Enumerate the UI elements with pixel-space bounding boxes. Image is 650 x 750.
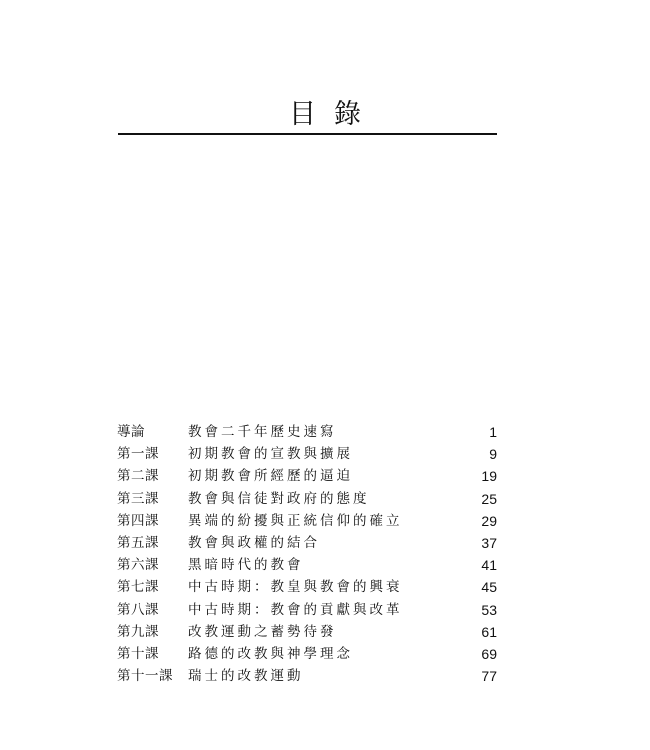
toc-entry xyxy=(117,510,497,532)
toc-lesson-label: 第二課 xyxy=(117,468,159,485)
toc-entry xyxy=(117,465,497,487)
toc-title: 目錄 xyxy=(289,99,379,130)
toc-topic: 改教運動之蓄勢待發 xyxy=(188,623,337,640)
toc-lesson-label: 第十課 xyxy=(117,645,159,662)
toc-topic: 教會與信徒對政府的態度 xyxy=(188,490,370,507)
toc-page-number: 61 xyxy=(481,623,497,640)
toc-page-number: 37 xyxy=(481,534,497,551)
toc-entry xyxy=(117,643,497,665)
toc-lesson-label: 第七課 xyxy=(117,579,159,596)
toc-lesson-label: 第五課 xyxy=(117,534,159,551)
toc-entry xyxy=(117,554,497,576)
toc-page-number: 29 xyxy=(481,512,497,529)
toc-entry xyxy=(117,532,497,554)
toc-page-number: 53 xyxy=(481,601,497,618)
toc-entry xyxy=(117,488,497,510)
toc-lesson-label: 第八課 xyxy=(117,601,159,618)
toc-topic: 黑暗時代的教會 xyxy=(188,557,304,574)
toc-lesson-label: 第九課 xyxy=(117,623,159,640)
toc-page-number: 25 xyxy=(481,490,497,507)
toc-lesson-label: 第十一課 xyxy=(117,668,173,685)
toc-list xyxy=(117,421,497,687)
toc-lesson-label: 第六課 xyxy=(117,557,159,574)
toc-topic: 異端的紛擾與正統信仰的確立 xyxy=(188,512,403,529)
toc-topic: 初期教會所經歷的逼迫 xyxy=(188,468,353,485)
toc-entry xyxy=(117,621,497,643)
toc-lesson-label: 第四課 xyxy=(117,512,159,529)
toc-page-number: 9 xyxy=(489,446,497,463)
toc-page-number: 77 xyxy=(481,668,497,685)
toc-page-number: 41 xyxy=(481,557,497,574)
toc-topic: 初期教會的宣教與擴展 xyxy=(188,446,353,463)
toc-topic: 中古時期：教會的貢獻與改革 xyxy=(188,601,403,618)
toc-page-number: 45 xyxy=(481,579,497,596)
toc-lesson-label: 第一課 xyxy=(117,446,159,463)
toc-entry xyxy=(117,599,497,621)
title-underline xyxy=(118,133,497,135)
toc-page-number: 69 xyxy=(481,645,497,662)
toc-topic: 瑞士的改教運動 xyxy=(188,668,304,685)
toc-entry xyxy=(117,443,497,465)
toc-page-number: 1 xyxy=(489,424,497,440)
toc-topic: 路德的改教與神學理念 xyxy=(188,645,353,662)
toc-topic: 中古時期：教皇與教會的興衰 xyxy=(188,579,403,596)
toc-topic: 教會二千年歷史速寫 xyxy=(188,424,337,440)
toc-lesson-label: 導論 xyxy=(117,424,145,440)
toc-entry xyxy=(117,665,497,687)
toc-page-number: 19 xyxy=(481,468,497,485)
toc-entry xyxy=(117,421,497,443)
toc-topic: 教會與政權的結合 xyxy=(188,534,320,551)
toc-entry xyxy=(117,576,497,598)
toc-lesson-label: 第三課 xyxy=(117,490,159,507)
